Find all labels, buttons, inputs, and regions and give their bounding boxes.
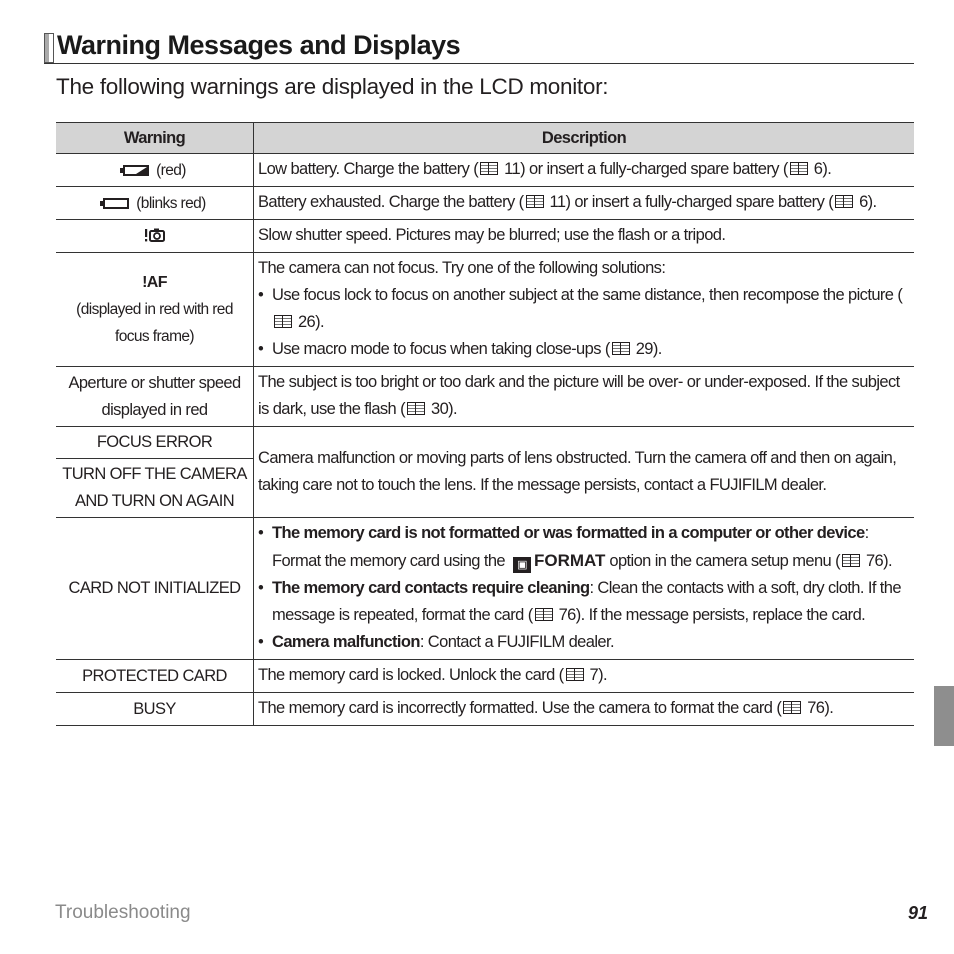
bullet-icon: • — [258, 579, 264, 597]
description-cell — [254, 518, 915, 660]
battery-low-icon — [123, 165, 149, 176]
description-cell — [254, 187, 915, 220]
desc-text: Low battery. Charge the battery ( — [258, 160, 479, 178]
desc-text: Use macro mode to focus when taking close-ups ( — [272, 340, 610, 358]
desc-text: Battery exhausted. Charge the battery ( — [258, 193, 524, 211]
page-subtitle: The following warnings are displayed in the LCD monitor: — [56, 74, 609, 99]
book-icon — [842, 554, 860, 567]
table-row — [56, 154, 914, 187]
book-icon — [526, 195, 544, 208]
title-rule — [44, 63, 914, 64]
description-cell — [254, 367, 915, 427]
description-cell — [254, 660, 915, 693]
table-row — [56, 660, 914, 693]
table-row — [56, 253, 914, 367]
warning-cell: Aperture or shutter speed displayed in red — [56, 367, 254, 427]
bullet-icon: • — [258, 524, 264, 542]
book-icon — [790, 162, 808, 175]
af-warning-icon: !AF — [142, 274, 167, 291]
header-warning: Warning — [56, 123, 254, 154]
desc-text: : Contact a FUJIFILM dealer. — [419, 633, 614, 651]
description-cell — [254, 253, 915, 367]
desc-text: ) or insert a fully-charged spare battery ( — [520, 160, 788, 178]
bullet-icon: • — [258, 286, 264, 304]
page-ref: 6 — [859, 193, 868, 211]
page-ref: 30 — [431, 400, 449, 418]
desc-text: ). — [824, 699, 834, 717]
desc-text: ). — [598, 666, 608, 684]
warning-cell — [56, 253, 254, 367]
warning-cell: BUSY — [56, 693, 254, 726]
setup-menu-icon: ▣ — [513, 557, 531, 573]
desc-text: ). — [652, 340, 662, 358]
table-row — [56, 220, 914, 253]
header-description: Description — [254, 123, 915, 154]
warning-cell — [56, 187, 254, 220]
description-cell — [254, 154, 915, 187]
warning-cell: TURN OFF THE CAMERA AND TURN ON AGAIN — [56, 459, 254, 518]
desc-text: The subject is too bright or too dark and the picture will be over- or under-exposed. If the subject is dark, use the flash ( — [258, 373, 900, 418]
desc-text: ). — [448, 400, 458, 418]
desc-text: ) or insert a fully-charged spare battery ( — [565, 193, 834, 211]
list-item — [258, 575, 910, 629]
desc-bold: The memory card is not formatted or was formatted in a computer or other device — [272, 524, 865, 542]
page-ref: 7 — [589, 666, 599, 684]
page-ref: 76 — [558, 606, 576, 624]
description-cell: Slow shutter speed. Pictures may be blurred; use the flash or a tripod. — [254, 220, 915, 253]
desc-text: Use focus lock to focus on another subject at the same distance, then recompose the picture ( — [272, 286, 903, 304]
page-ref: 29 — [635, 340, 653, 358]
table-row — [56, 367, 914, 427]
list-item — [258, 336, 910, 363]
book-icon — [835, 195, 853, 208]
bullet-icon: • — [258, 633, 264, 651]
table-row — [56, 427, 914, 459]
warning-note: (red) — [156, 161, 186, 179]
desc-bold: Camera malfunction — [272, 633, 420, 651]
desc-text: The camera can not focus. Try one of the following solutions: — [258, 259, 666, 277]
title-bar-decoration — [44, 33, 54, 63]
desc-text: : Clean the contacts with a soft, dry cloth. If the message is repeated, format the card ( — [272, 579, 901, 624]
desc-text: The memory card is incorrectly formatted. Use the camera to format the card ( — [258, 699, 782, 717]
list-item — [258, 282, 910, 336]
warning-cell: FOCUS ERROR — [56, 427, 254, 459]
table-row — [56, 518, 914, 660]
table-row — [56, 187, 914, 220]
menu-item-label: FORMAT — [533, 551, 606, 570]
desc-bold: The memory card contacts require cleaning — [272, 579, 590, 597]
book-icon — [274, 315, 292, 328]
desc-text: The memory card is locked. Unlock the card ( — [258, 666, 564, 684]
warning-cell — [56, 154, 254, 187]
desc-text: option in the camera setup menu ( — [605, 552, 840, 570]
list-item — [258, 520, 910, 575]
description-cell: Camera malfunction or moving parts of lens obstructed. Turn the camera off and then on again, taking care not to touch the lens. If the message persists, contact a FUJIFILM dealer. — [254, 427, 915, 518]
book-icon — [407, 402, 425, 415]
book-icon — [566, 668, 584, 681]
page-ref: 76 — [865, 552, 884, 570]
warning-cell: CARD NOT INITIALIZED — [56, 518, 254, 660]
page-ref: 11 — [504, 160, 521, 178]
warning-note: (blinks red) — [136, 194, 206, 212]
bullet-icon: • — [258, 340, 264, 358]
camera-shake-warning-icon — [143, 226, 167, 244]
page-ref: 11 — [549, 193, 566, 211]
table-header-row — [56, 123, 914, 154]
battery-empty-icon — [103, 198, 129, 209]
warning-cell — [56, 220, 254, 253]
page-number: 91 — [908, 903, 929, 923]
page-ref: 26 — [297, 313, 316, 331]
page-ref: 6 — [813, 160, 823, 178]
book-icon — [480, 162, 498, 175]
footer-section-name: Troubleshooting — [55, 902, 191, 923]
page-ref: 76 — [807, 699, 825, 717]
page-title: Warning Messages and Displays — [57, 30, 461, 60]
book-icon — [612, 342, 630, 355]
book-icon — [535, 608, 553, 621]
desc-text: ). — [822, 160, 832, 178]
warnings-table — [56, 122, 914, 726]
book-icon — [783, 701, 801, 714]
description-cell — [254, 693, 915, 726]
desc-text: ). If the message persists, replace the card. — [575, 606, 866, 624]
warning-cell: PROTECTED CARD — [56, 660, 254, 693]
desc-text: ). — [883, 552, 893, 570]
desc-text: ). — [867, 193, 877, 211]
warning-note: (displayed in red with red focus frame) — [76, 301, 233, 345]
table-row — [56, 693, 914, 726]
list-item — [258, 629, 910, 656]
desc-text: : Format the memory card using the — [272, 524, 869, 570]
desc-text: ). — [315, 313, 325, 331]
section-tab — [934, 686, 954, 746]
